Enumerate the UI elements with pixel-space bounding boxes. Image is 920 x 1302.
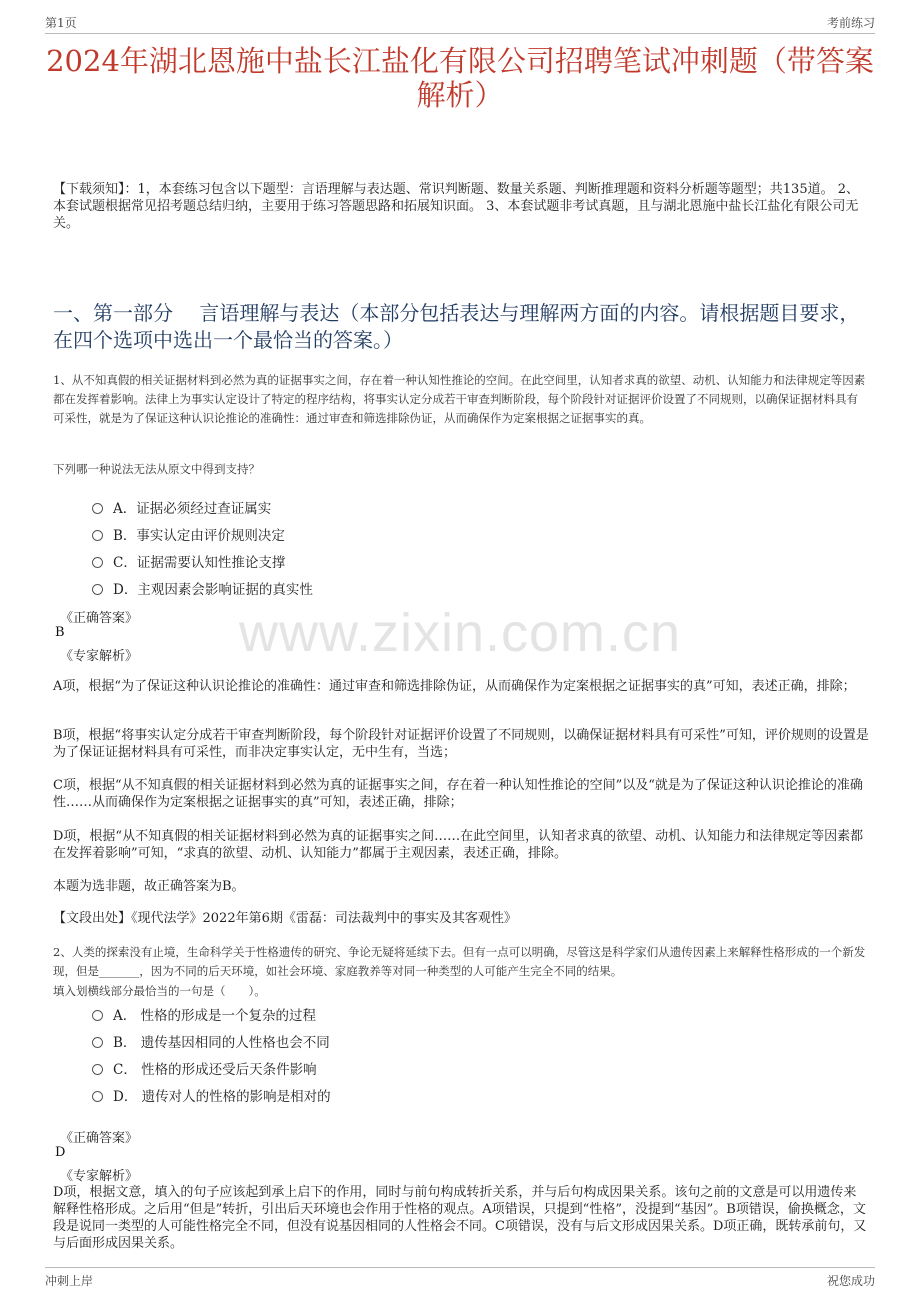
- q1-conclusion: 本题为选非题，故正确答案为B。: [53, 879, 245, 894]
- q1-question: 下列哪一种说法无法从原文中得到支持？: [53, 462, 260, 476]
- q2-option-c[interactable]: C． 性格的形成还受后天条件影响: [92, 1058, 317, 1078]
- radio-icon[interactable]: [92, 503, 103, 514]
- q2-option-a[interactable]: A． 性格的形成是一个复杂的过程: [92, 1004, 316, 1024]
- q1-analysis-c: C项，根据“从不知真假的相关证据材料到必然为真的证据事实之间，存在着一种认知性推论的空间”以及“就是为了保证这种认识论推论的准确性……从而确保作为定案根据之证据事实的真”可知，表述正确，排除；: [53, 778, 863, 810]
- radio-icon[interactable]: [92, 1037, 103, 1048]
- header-divider: [45, 33, 875, 34]
- header-category: 考前练习: [826, 16, 875, 30]
- q1-source: 【文段出处】《现代法学》2022年第6期《雷磊：司法裁判中的事实及其客观性》: [53, 911, 517, 926]
- q1-analysis-label: 《专家解析》: [60, 649, 139, 664]
- radio-icon[interactable]: [92, 584, 103, 595]
- q1-answer: B: [55, 625, 65, 640]
- footer-right: 祝您成功: [826, 1274, 875, 1288]
- q1-stem: 1、从不知真假的相关证据材料到必然为真的证据事实之间，存在着一种认知性推论的空间。在此空间里，认知者求真的欲望、动机、认知能力和法律规定等因素都在发挥着影响。法律上为事实认定设计了特定的程序结构，将事实认定分成若干审查判断阶段，每个阶段针对证据评价设置了不同规则，以确保证据材料具有可采性，就是为了保证这种认识论推论的准确性：通过审查和筛选排除伪证，从而确保作为定案根据之证据事实的真。: [53, 373, 866, 425]
- q2-option-b[interactable]: B． 遗传基因相同的人性格也会不同: [92, 1031, 330, 1051]
- page-number: 第1页: [45, 16, 77, 30]
- q2-question: 填入划横线部分最恰当的一句是（ ）。: [53, 984, 266, 998]
- radio-icon[interactable]: [92, 1091, 103, 1102]
- q2-option-d[interactable]: D． 遗传对人的性格的影响是相对的: [92, 1085, 331, 1105]
- q2-analysis: D项，根据文意，填入的句子应该起到承上启下的作用，同时与前句构成转折关系，并与后句构成因果关系。该句之前的文意是可以用遗传来解释性格形成。之后用“但是”转折，引出后天环境也会作用于性格的观点。A项错误，只提到“性格”，没提到“基因”。B项错误，偷换概念，文段是说同一类型的人可能性格完全不同，但没有说基因相同的人性格会不同。C项错误，没有与后文形成因果关系。D项正确，既转承前句，又与后面形成因果关系。: [53, 1185, 867, 1251]
- radio-icon[interactable]: [92, 557, 103, 568]
- watermark: www.zixin.com.cn: [238, 603, 682, 663]
- q1-answer-label: 《正确答案》: [60, 611, 139, 626]
- q2-analysis-label: 《专家解析》: [60, 1169, 139, 1184]
- q1-analysis-d: D项，根据“从不知真假的相关证据材料到必然为真的证据事实之间……在此空间里，认知者求真的欲望、动机、认知能力和法律规定等因素都在发挥着影响”可知，“求真的欲望、动机、认知能力”都属于主观因素，表述正确，排除。: [53, 829, 864, 861]
- document-title: 2024年湖北恩施中盐长江盐化有限公司招聘笔试冲刺题（带答案解析）: [46, 44, 874, 112]
- q2-answer-label: 《正确答案》: [60, 1131, 139, 1146]
- footer-divider: [45, 1267, 875, 1268]
- q1-analysis-b: B项，根据“将事实认定分成若干审查判断阶段，每个阶段针对证据评价设置了不同规则，以确保证据材料具有可采性”可知，评价规则的设置是为了保证证据材料具有可采性，而非决定事实认定，无中生有，当选；: [53, 728, 869, 760]
- radio-icon[interactable]: [92, 1010, 103, 1021]
- q1-analysis-a: A项，根据“为了保证这种认识论推论的准确性：通过审查和筛选排除伪证，从而确保作为定案根据之证据事实的真”可知，表述正确，排除；: [53, 679, 856, 694]
- radio-icon[interactable]: [92, 530, 103, 541]
- q1-option-d[interactable]: D．主观因素会影响证据的真实性: [92, 578, 313, 598]
- footer-left: 冲刺上岸: [45, 1274, 94, 1288]
- section-title: 一、第一部分 言语理解与表达（本部分包括表达与理解两方面的内容。请根据题目要求，在四个选项中选出一个最恰当的答案。）: [53, 301, 860, 352]
- q2-answer: D: [55, 1145, 66, 1160]
- q1-option-b[interactable]: B．事实认定由评价规则决定: [92, 524, 285, 544]
- q1-option-a[interactable]: A．证据必须经过查证属实: [92, 497, 271, 517]
- q1-option-c[interactable]: C．证据需要认知性推论支撑: [92, 551, 285, 571]
- radio-icon[interactable]: [92, 1064, 103, 1075]
- q2-stem: 2、人类的探索没有止境，生命科学关于性格遗传的研究、争论无疑将延续下去。但有一点可以明确，尽管这是科学家们从遗传因素上来解释性格形成的一个新发现，但是_______，因为不同的后天环境，如社会环境、家庭教养等对同一种类型的人可能产生完全不同的结果。: [53, 945, 866, 978]
- download-notice: 【下载须知】：1，本套练习包含以下题型：言语理解与表达题、常识判断题、数量关系题、判断推理题和资料分析题等题型；共135道。 2、本套试题根据常见招考题总结归纳，主要用于练习答题思路和拓展知识面。 3、本套试题非考试真题，且与湖北恩施中盐长江盐化有限公司无关。: [53, 182, 859, 231]
